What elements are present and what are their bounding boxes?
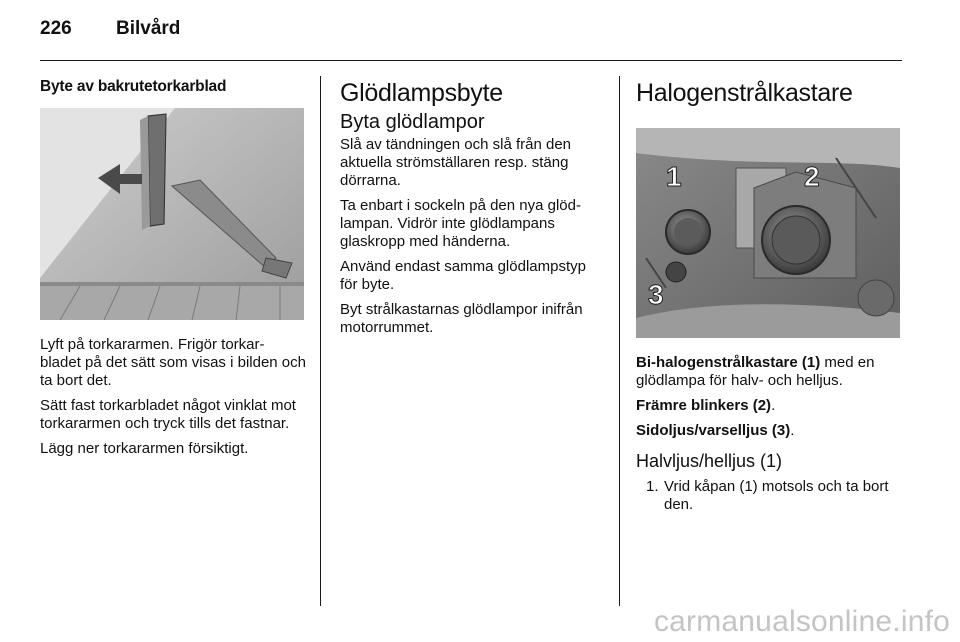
wiper-paragraph-3: Lägg ner torkararmen försiktigt. (40, 440, 249, 457)
bulb-subheading: Byta glödlampor (340, 111, 485, 133)
bulb-paragraph-3: Använd endast samma glödlampstyp för byte. (340, 258, 586, 293)
headlamp-figure (636, 128, 900, 338)
wiper-heading: Byte av bakrutetorkarblad (40, 78, 227, 95)
bulb-heading: Glödlampsbyte (340, 79, 503, 107)
page-number: 226 (40, 18, 72, 39)
step-1-number: 1. (646, 478, 659, 495)
column-wiper-blade (40, 78, 306, 465)
section-title: Bilvård (116, 18, 181, 39)
step-1-text: Vrid kåpan (1) motsols och ta bort den. (664, 478, 889, 513)
column-divider-1 (320, 76, 321, 606)
wiper-blade-figure (40, 108, 304, 320)
halogen-item-3-term: Sidoljus/varselljus (3) (636, 422, 791, 439)
halogen-item-1-text: med en glödlampa för halv- och helljus. (636, 354, 875, 389)
watermark: carmanualsonline.info (653, 605, 950, 638)
halogen-item-3-text: . (790, 422, 795, 439)
halogen-heading: Halogenstrålkastare (636, 79, 853, 107)
halogen-item-2 (636, 397, 904, 415)
low-high-beam-heading: Halvljus/helljus (1) (636, 451, 783, 471)
bulb-paragraph-1: Slå av tändningen och slå från den aktuella strömställaren resp. stäng dörrarna. (340, 136, 571, 189)
bulb-paragraph-4: Byt strålkastarnas glödlampor inifrån motorrummet. (340, 301, 583, 336)
halogen-item-3 (636, 422, 904, 440)
wiper-paragraph-1: Lyft på torkararmen. Frigör torkar- bladet på det sätt som visas i bilden och ta bort det. (40, 336, 306, 389)
step-1 (636, 478, 904, 514)
figure-label-3: 3 (648, 279, 664, 310)
wiper-paragraph-2: Sätt fast torkarbladet något vinklat mot torkararmen och tryck tills det fastnar. (40, 397, 296, 432)
figure-label-2: 2 (804, 161, 820, 192)
halogen-item-1 (636, 354, 904, 390)
halogen-item-2-term: Främre blinkers (2) (636, 397, 772, 414)
halogen-item-1-term: Bi-halogenstrålkastare (1) (636, 354, 821, 371)
figure-label-1: 1 (666, 161, 682, 192)
column-halogen (636, 78, 904, 521)
header-rule (40, 60, 902, 61)
bulb-paragraph-2: Ta enbart i sockeln på den nya glöd- lampan. Vidrör inte glödlampans glaskropp med händerna. (340, 197, 581, 250)
column-divider-2 (619, 76, 620, 606)
halogen-item-2-text: . (771, 397, 776, 414)
column-bulb-replacement (340, 78, 606, 344)
